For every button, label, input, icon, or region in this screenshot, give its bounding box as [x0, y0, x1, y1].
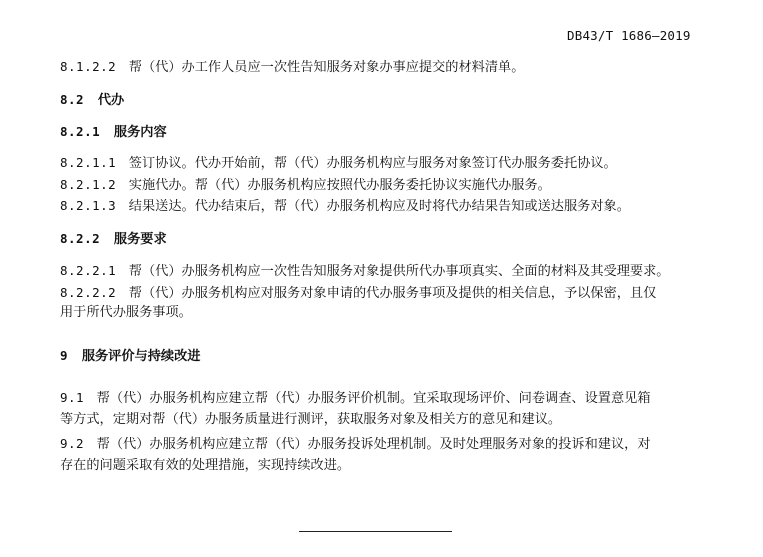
section-9-heading	[60, 348, 700, 365]
clause-text: 帮（代）办服务机构应一次性告知服务对象提供所代办事项真实、全面的材料及其受理要求。	[128, 264, 670, 279]
clause-8-1-2-2	[60, 59, 700, 76]
clause-9-1-continued	[60, 412, 700, 428]
clause-text: 帮（代）办服务机构应建立帮（代）办服务投诉处理机制。及时处理服务对象的投诉和建议，对	[96, 437, 651, 452]
section-number: 8.2.2	[60, 231, 101, 246]
clause-9-2-continued	[60, 458, 700, 474]
clause-8-2-2-2-continued	[60, 305, 700, 321]
section-title: 代办	[97, 93, 125, 108]
clause-number: 8.2.2.1	[60, 263, 117, 278]
clause-number: 9.2	[60, 436, 85, 451]
clause-9-2	[60, 436, 700, 453]
section-number: 9	[60, 348, 69, 363]
section-title: 服务要求	[113, 232, 167, 247]
clause-text: 用于所代办服务事项。	[60, 305, 192, 320]
section-title: 服务评价与持续改进	[81, 349, 201, 364]
section-8-2-heading	[60, 92, 700, 109]
clause-text: 帮（代）办服务机构应建立帮（代）办服务评价机制。宜采取现场评价、问卷调查、设置意见箱	[96, 391, 651, 406]
clause-8-2-1-3	[60, 198, 700, 215]
clause-text: 实施代办。帮（代）办服务机构应按照代办服务委托协议实施代办服务。	[128, 178, 551, 193]
clause-8-2-2-1	[60, 263, 700, 280]
clause-number: 8.2.2.2	[60, 285, 117, 300]
clause-text: 帮（代）办服务机构应对服务对象申请的代办服务事项及提供的相关信息，予以保密，且仅	[128, 286, 657, 301]
section-number: 8.2.1	[60, 124, 101, 139]
clause-text: 等方式，定期对帮（代）办服务质量进行测评，获取服务对象及相关方的意见和建议。	[60, 412, 562, 427]
clause-number: 8.1.2.2	[60, 59, 117, 74]
clause-8-2-2-2	[60, 285, 700, 302]
standard-code: DB43/T 1686—2019	[567, 28, 691, 43]
clause-9-1	[60, 390, 700, 407]
section-8-2-2-heading	[60, 231, 700, 248]
clause-text: 帮（代）办工作人员应一次性告知服务对象办事应提交的材料清单。	[128, 60, 525, 75]
clause-number: 8.2.1.3	[60, 198, 117, 213]
clause-number: 8.2.1.1	[60, 155, 117, 170]
clause-text: 签订协议。代办开始前，帮（代）办服务机构应与服务对象签订代办服务委托协议。	[128, 156, 617, 171]
clause-number: 9.1	[60, 390, 85, 405]
clause-text: 存在的问题采取有效的处理措施，实现持续改进。	[60, 458, 351, 473]
clause-number: 8.2.1.2	[60, 177, 117, 192]
section-title: 服务内容	[113, 125, 167, 140]
end-rule	[299, 531, 452, 532]
clause-text: 结果送达。代办结束后，帮（代）办服务机构应及时将代办结果告知或送达服务对象。	[128, 199, 630, 214]
section-8-2-1-heading	[60, 124, 700, 141]
clause-8-2-1-1	[60, 155, 700, 172]
section-number: 8.2	[60, 92, 85, 107]
clause-8-2-1-2	[60, 177, 700, 194]
